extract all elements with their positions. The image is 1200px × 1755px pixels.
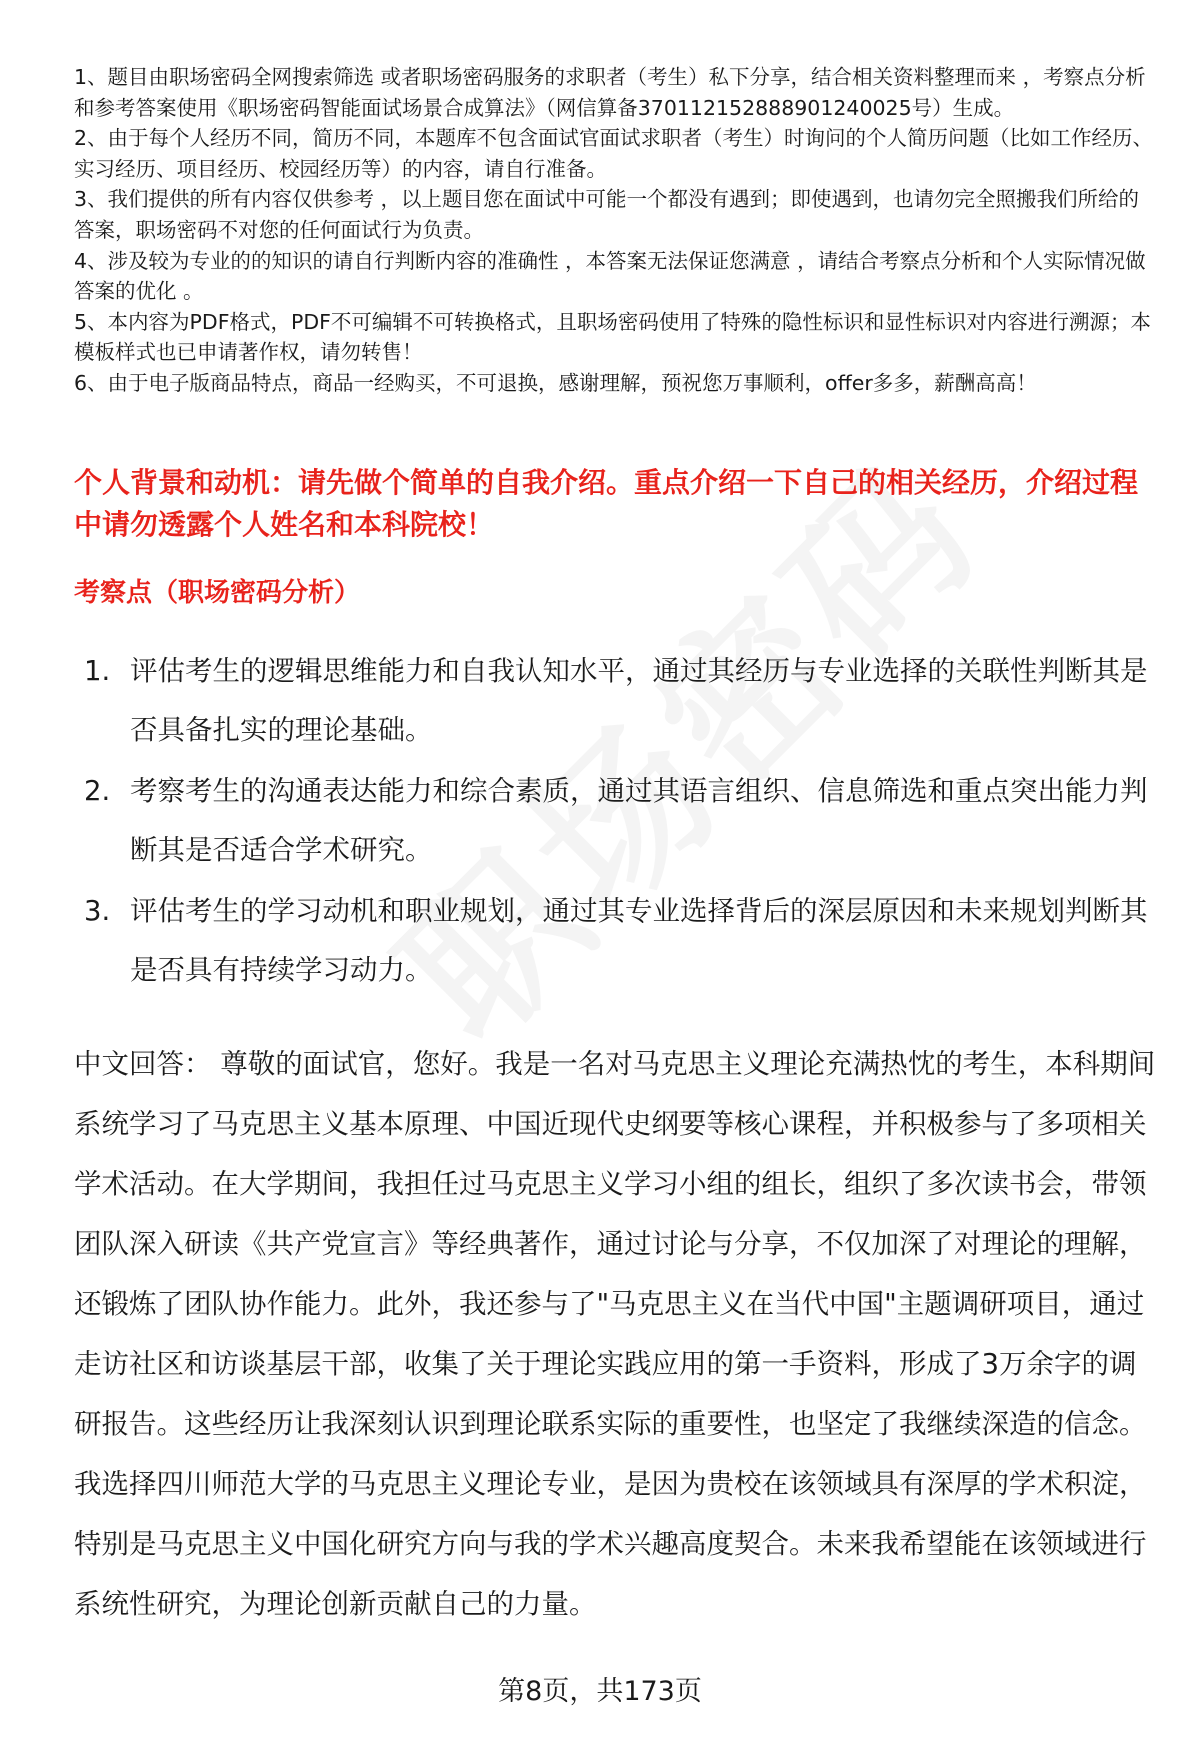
- page-number: 第8页，共173页: [498, 1676, 702, 1707]
- disclaimer-notes: [74, 62, 1159, 399]
- analysis-title: 考察点（职场密码分析）: [74, 578, 361, 608]
- point-text: 评估考生的学习动机和职业规划，通过其专业选择背后的深层原因和未来规划判断其是否具有持续学习动力。: [130, 895, 1148, 986]
- point-number: 1.: [84, 655, 111, 687]
- analysis-point: [84, 882, 1154, 1000]
- point-number: 3.: [84, 895, 111, 927]
- notice-item: 5、本内容为PDF格式，PDF不可编辑不可转换格式，且职场密码使用了特殊的隐性标识和显性标识对内容进行溯源；本模板样式也已申请著作权，请勿转售！: [74, 309, 1151, 365]
- point-text: 评估考生的逻辑思维能力和自我认知水平，通过其经历与专业选择的关联性判断其是否具备扎实的理论基础。: [130, 655, 1148, 746]
- interview-question: 个人背景和动机：请先做个简单的自我介绍。重点介绍一下自己的相关经历，介绍过程中请勿透露个人姓名和本科院校！: [74, 466, 1139, 541]
- notice-item: 2、由于每个人经历不同，简历不同，本题库不包含面试官面试求职者（考生）时询问的个人简历问题（比如工作经历、实习经历、项目经历、校园经历等）的内容，请自行准备。: [74, 126, 1154, 181]
- notice-item: 3、我们提供的所有内容仅供参考 ，以上题目您在面试中可能一个都没有遇到；即使遇到，也请勿完全照搬我们所给的答案，职场密码不对您的任何面试行为负责。: [74, 187, 1140, 242]
- analysis-points-list: [84, 642, 1154, 1002]
- notice-item: 6、由于电子版商品特点，商品一经购买，不可退换，感谢理解，预祝您万事顺利，offer多多，薪酬高高！: [74, 370, 1037, 395]
- analysis-point: [84, 762, 1154, 880]
- answer-text: 中文回答： 尊敬的面试官，您好。我是一名对马克思主义理论充满热忱的考生，本科期间系统学习了马克思主义基本原理、中国近现代史纲要等核心课程，并积极参与了多项相关学术活动。在大学期间，我担任过马克思主义学习小组的组长，组织了多次读书会，带领团队深入研读《共产党宣言》等经典著作，通过讨论与分享，不仅加深了对理论的理解，还锻炼了团队协作能力。此外，我还参与了"马克思主义在当代中国"主题调研项目，通过走访社区和访谈基层干部，收集了关于理论实践应用的第一手资料，形成了3万余字的调研报告。这些经历让我深刻认识到理论联系实际的重要性，也坚定了我继续深造的信念。我选择四川师范大学的马克思主义理论专业，是因为贵校在该领域具有深厚的学术积淀，特别是马克思主义中国化研究方向与我的学术兴趣高度契合。未来我希望能在该领域进行系统性研究，为理论创新贡献自己的力量。: [74, 1048, 1156, 1620]
- analysis-point: [84, 642, 1154, 760]
- notice-item: 4、涉及较为专业的的知识的请自行判断内容的准确性 ，本答案无法保证您满意 ，请结合考察点分析和个人实际情况做答案的优化 。: [74, 248, 1146, 304]
- point-text: 考察考生的沟通表达能力和综合素质，通过其语言组织、信息筛选和重点突出能力判断其是否适合学术研究。: [130, 775, 1148, 866]
- notice-item: 1、题目由职场密码全网搜索筛选 或者职场密码服务的求职者（考生）私下分享，结合相关资料整理而来 ，考察点分析和参考答案使用《职场密码智能面试场景合成算法》（网信算备370112152888901240025号）生成。: [74, 65, 1146, 120]
- point-number: 2.: [84, 775, 111, 807]
